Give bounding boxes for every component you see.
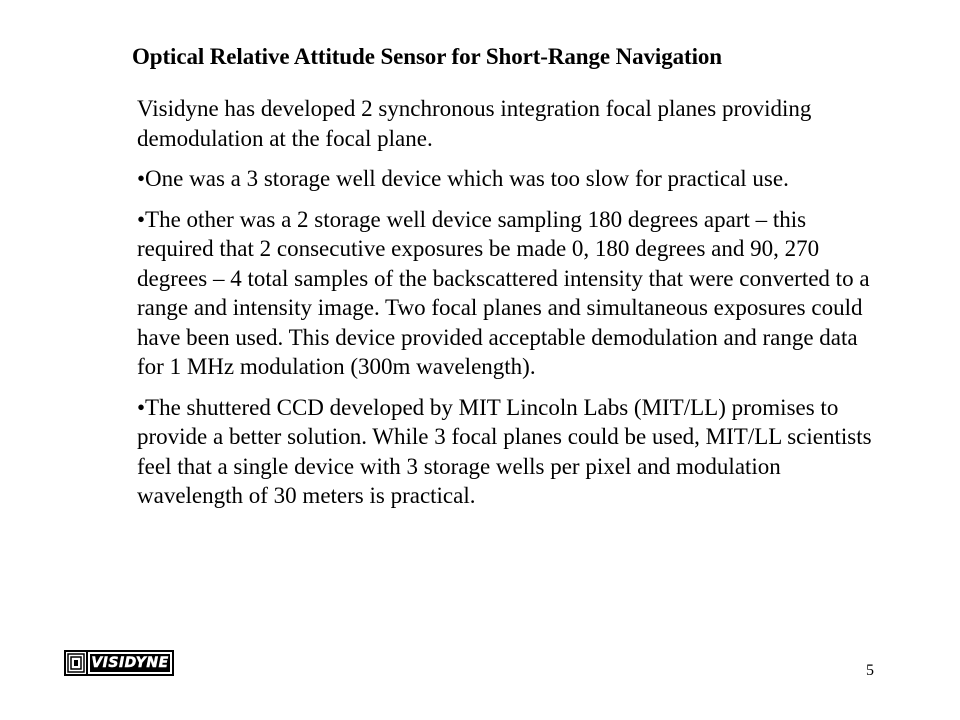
visidyne-logo bbox=[64, 650, 174, 676]
slide-body bbox=[137, 94, 877, 522]
slide-title: Optical Relative Attitude Sensor for Short-Range Navigation bbox=[132, 44, 722, 69]
bullet-shuttered-ccd: •The shuttered CCD developed by MIT Lincoln Labs (MIT/LL) promises to provide a better solution. While 3 focal planes could be used, MIT/LL scientists feel that a single device with 3 storage wells per pixel and modulation wavelength of 30 meters is practical. bbox=[137, 394, 872, 508]
visidyne-logo-mark-icon bbox=[66, 652, 88, 674]
bullet-two-well-device: •The other was a 2 storage well device sampling 180 degrees apart – this required that 2 consecutive exposures be made 0, 180 degrees and 90, 270 degrees – 4 total samples of the backscattered intensity that were converted to a range and intensity image. Two focal planes and simultaneous exposures could have been used. This device provided acceptable demodulation and range data for 1 MHz modulation (300m wavelength). bbox=[137, 206, 870, 379]
bullet-three-well-device: •One was a 3 storage well device which was too slow for practical use. bbox=[137, 166, 789, 191]
page-number: 5 bbox=[866, 662, 874, 679]
logo-wordmark: VISIDYNE bbox=[91, 655, 169, 671]
paragraph-intro: Visidyne has developed 2 synchronous integration focal planes providing demodulation at the focal plane. bbox=[137, 96, 812, 151]
